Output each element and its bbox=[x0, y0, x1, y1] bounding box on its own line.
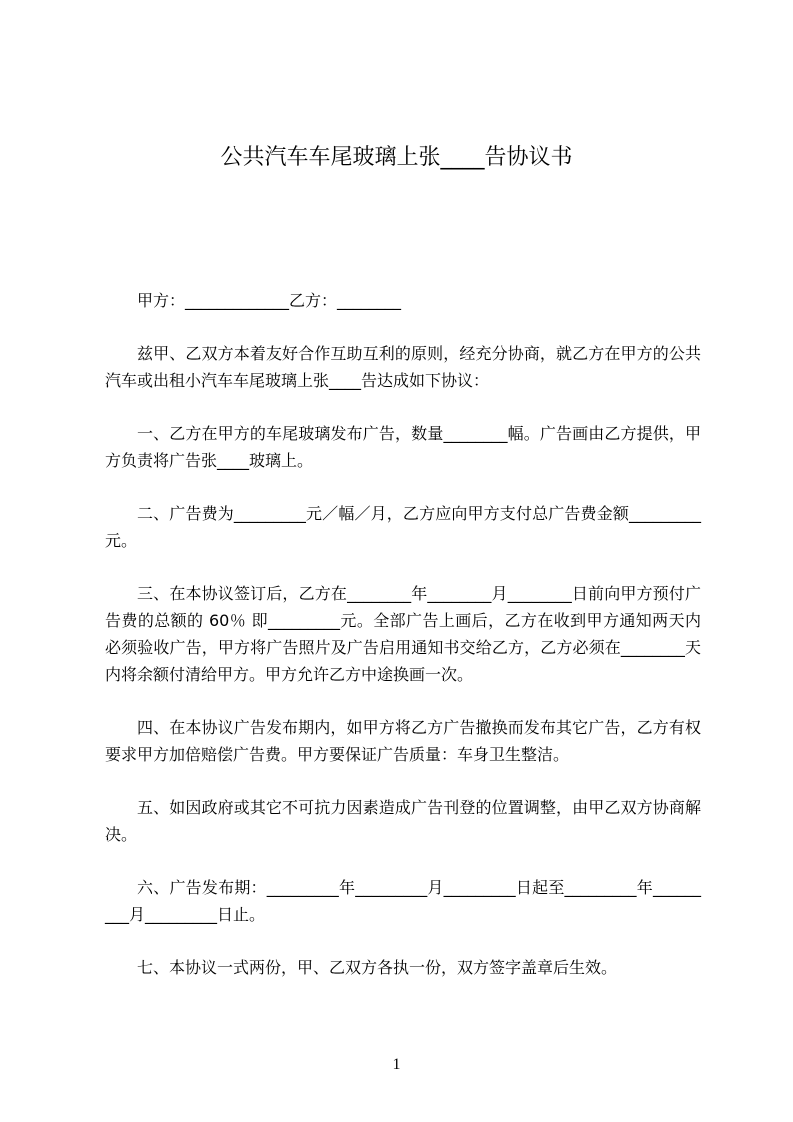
parties-line: 甲方：_____________乙方：________ bbox=[137, 291, 402, 310]
clause-5: 五、如因政府或其它不可抗力因素造成广告刊登的位置调整，由甲乙双方协商解决。 bbox=[105, 798, 701, 844]
clause-6: 六、广告发布期：_________年_________月_________日起至_________年_________月_________日止。 bbox=[105, 878, 701, 924]
document-body bbox=[105, 287, 701, 1007]
clause-2: 二、广告费为_________元／幅／月，乙方应向甲方支付总广告费金额_________元。 bbox=[105, 504, 701, 550]
page-number: 1 bbox=[392, 1056, 401, 1073]
clause-3: 三、在本协议签订后，乙方在________年________月________日前向甲方预付广告费的总额的 60％ 即_________元。全部广告上画后，乙方在收到甲方通知两天内必须验收广告，甲方将广告照片及广告启用通知书交给乙方，乙方必须在________天内将余额付清给甲方。甲方允许乙方中途换画一次。 bbox=[105, 584, 701, 684]
document-title: 公共汽车车尾玻璃上张____告协议书 bbox=[220, 145, 573, 170]
clause-1: 一、乙方在甲方的车尾玻璃发布广告，数量________幅。广告画由乙方提供，甲方负责将广告张____玻璃上。 bbox=[105, 424, 701, 470]
clause-7: 七、本协议一式两份，甲、乙双方各执一份，双方签字盖章后生效。 bbox=[137, 958, 618, 977]
clause-4: 四、在本协议广告发布期内，如甲方将乙方广告撤换而发布其它广告，乙方有权要求甲方加倍赔偿广告费。甲方要保证广告质量：车身卫生整洁。 bbox=[105, 718, 701, 764]
intro-paragraph: 兹甲、乙双方本着友好合作互助互利的原则，经充分协商，就乙方在甲方的公共汽车或出租小汽车车尾玻璃上张____告达成如下协议： bbox=[105, 344, 701, 390]
